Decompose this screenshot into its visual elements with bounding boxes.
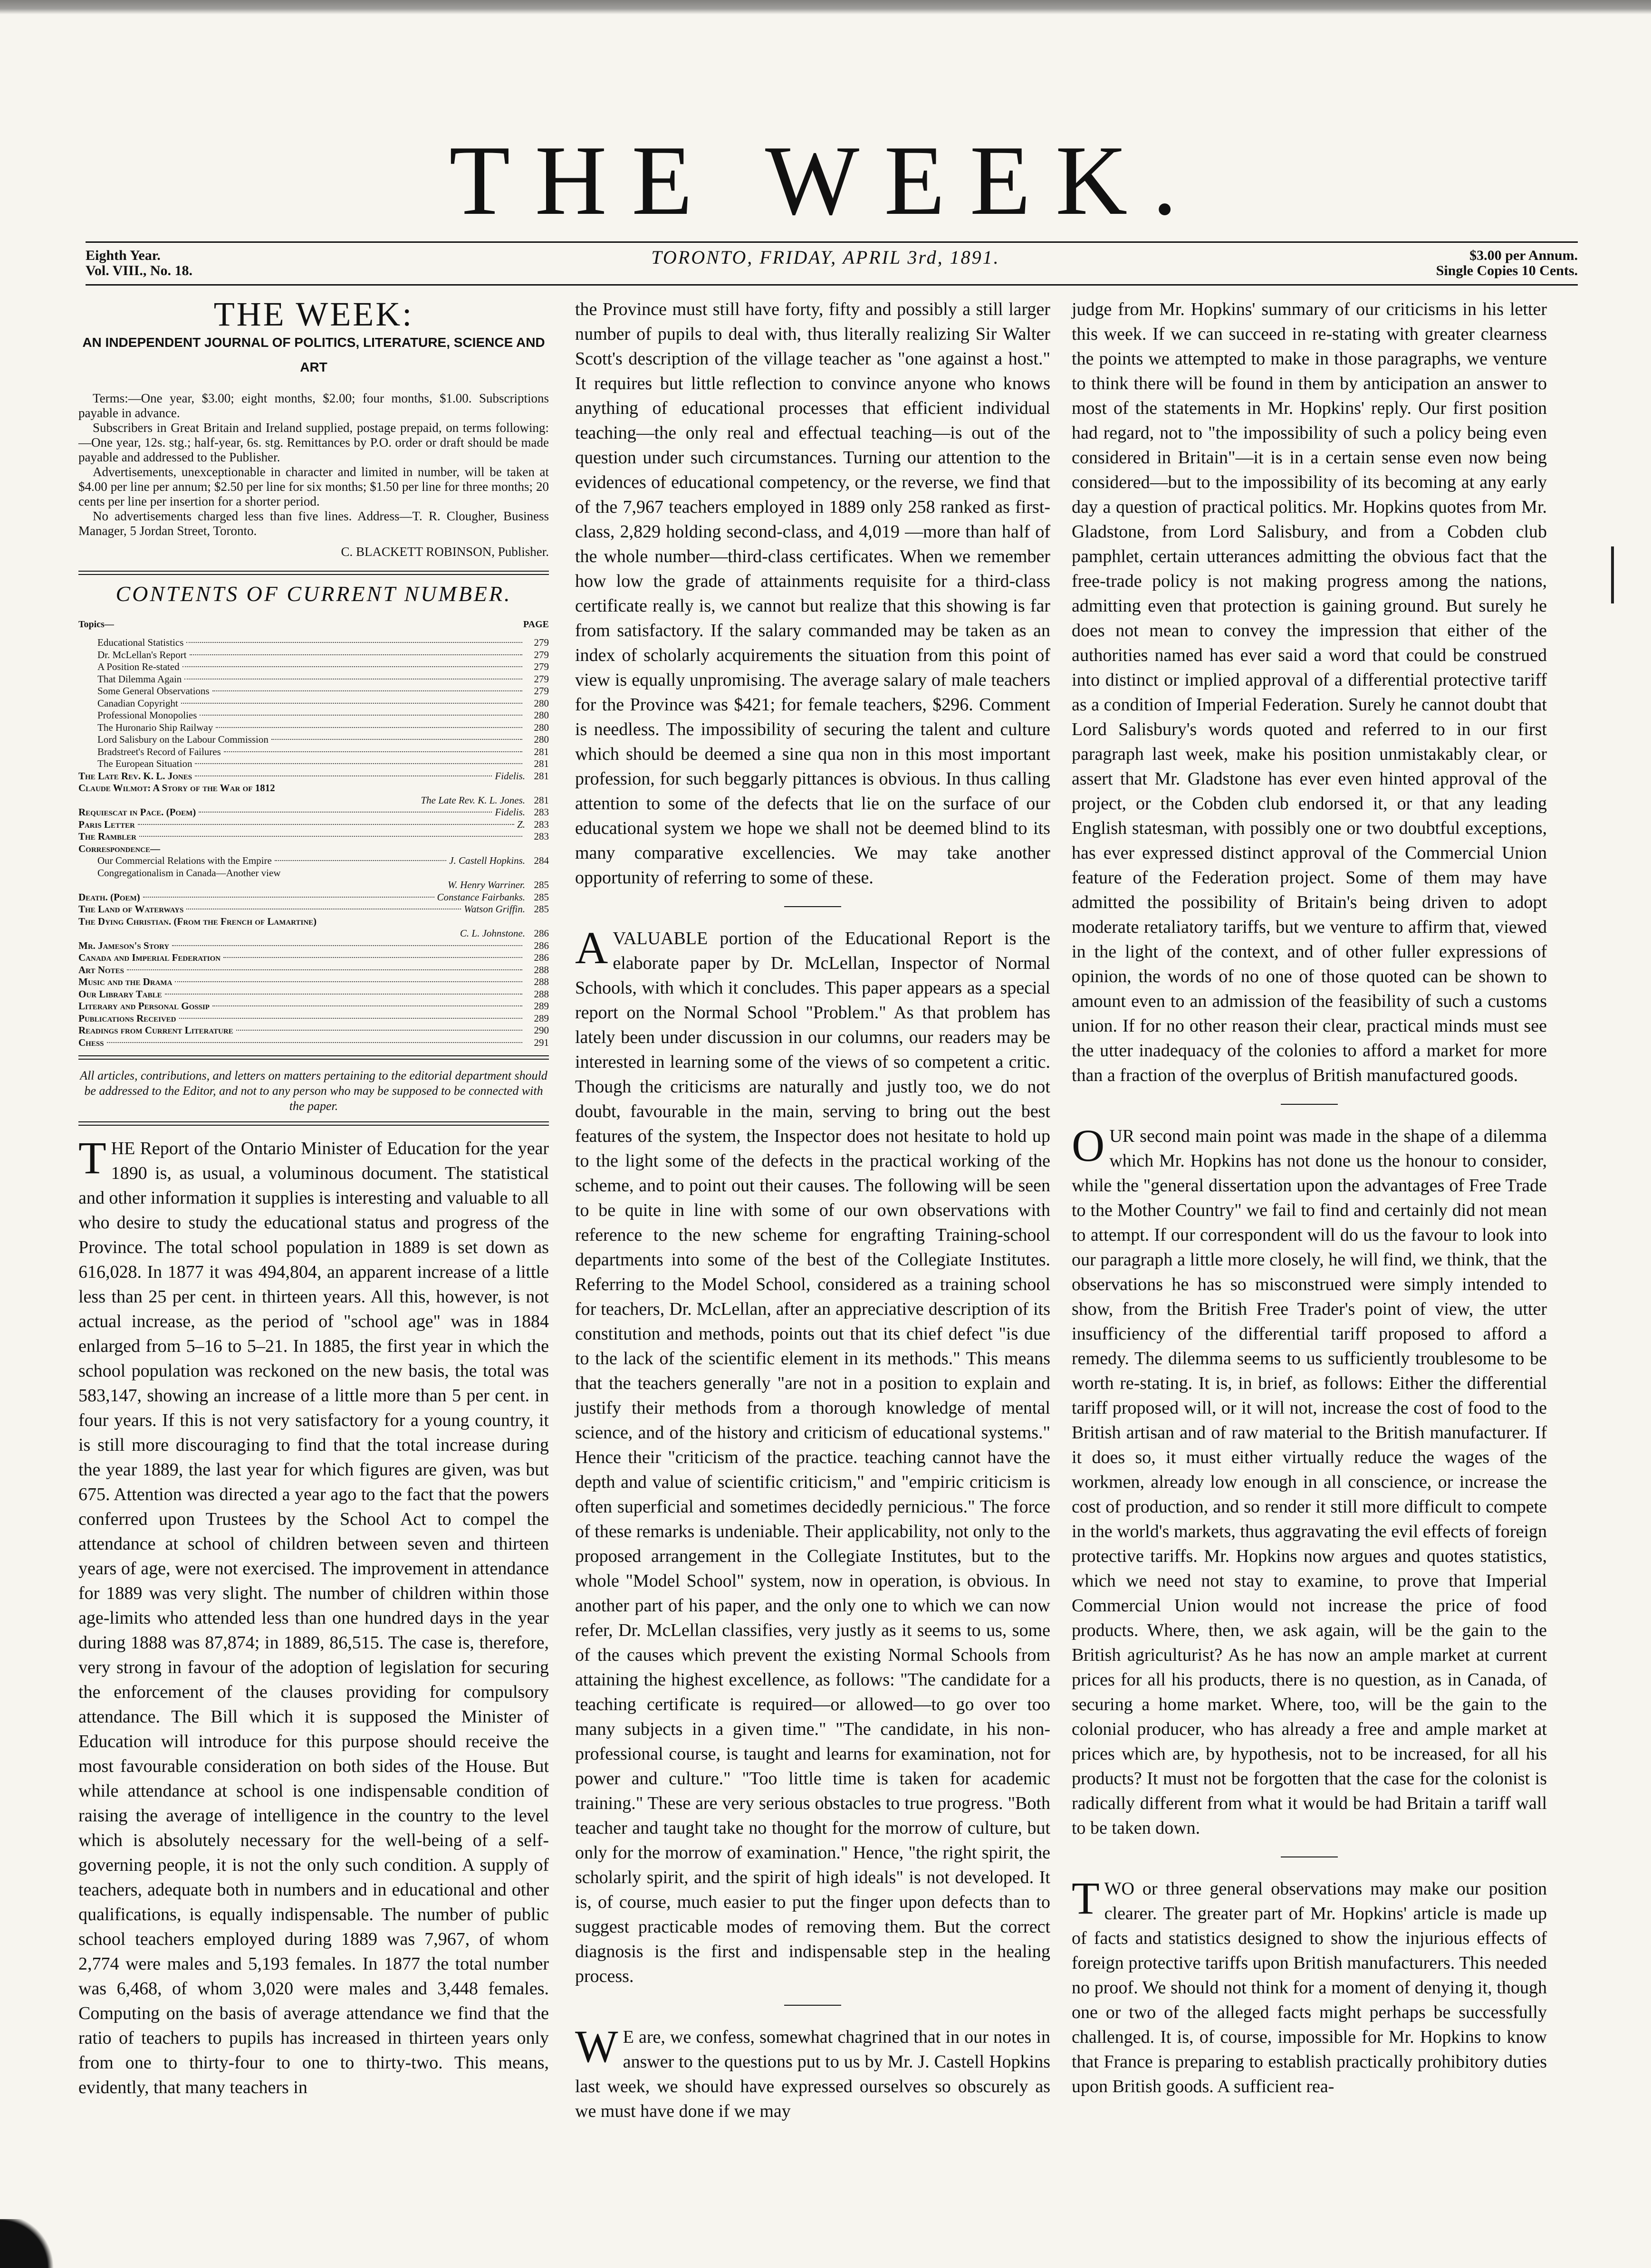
contents-entry-label: Educational Statistics: [97, 637, 184, 648]
contents-entry-author: J. Castell Hopkins.: [449, 855, 525, 866]
contents-entry-label: Art Notes: [78, 964, 124, 976]
lead-word: E: [623, 2027, 634, 2047]
leader-dots: [172, 945, 522, 946]
contents-entry-page: 285: [534, 891, 549, 903]
contents-entry-label: The Dying Christian. (From the French of Lamartine): [78, 915, 317, 927]
leader-dots: [138, 824, 514, 825]
terms-paragraph: Terms:—One year, $3.00; eight months, $2.00; four months, $1.00. Subscriptions payable in advance.: [78, 391, 549, 420]
article-body: second main point was made in the shape of a dilemma which Mr. Hopkins has not done us the honour to consider, while the "general dissertation upon the advantages of Free Trade to the Mother Country" we fail to find and certainly did not mean to attempt. If our correspondent will do us the favour to look into our paragraph a little more closely, he will find, we think, that the observations he has so misconstrued were simply intended to show, from the British Free Trader's point of view, the utter insufficiency of the differential tariff proposed to afford a remedy. The dilemma seems to us sufficiently troublesome to be worth re-stating. It is, in brief, as follows: Either the differential tariff proposed will, or it will not, increase the cost of food to the British artisan and of raw material to the British manufacturer. If it does so, it must either virtually reduce the wages of the workmen, already low enough in all conscience, or increase the cost of production, and so render it still more difficult to compete in the world's markets, thus aggravating the evil effects of foreign protective tariffs. Mr. Hopkins now argues and quotes statistics, which we need not stay to examine, to prove that Imperial Commercial Union would not increase the price of food products. Where, then, we ask again, will be the gain to the British agriculturist? As he has now an ample market at current prices for all his products, there is no question, as in Canada, of securing a home market. Where, too, will be the gain to the colonial producer, who has already a free and ample market at prices which are, by hypothesis, not to be increased, for all his products? It must not be forgotten that the case for the colonist is radically different from what it would be had Britain a tariff wall to be taken down.: [1072, 1126, 1547, 1838]
price-info: [1340, 248, 1578, 278]
contents-entry: [78, 988, 549, 1001]
header-rule-bottom: [86, 284, 1578, 286]
leader-dots: [190, 654, 523, 655]
volume-line: Vol. VIII., No. 18.: [86, 262, 193, 278]
drop-cap: T: [1072, 1873, 1100, 1923]
contents-entry: [78, 637, 549, 649]
contents-entry-page: 286: [534, 928, 549, 939]
contents-entry: [78, 673, 549, 686]
contents-entry: [78, 879, 549, 891]
article-body: are, we confess, somewhat chagrined that in our notes in answer to the questions put to us by Mr. J. Castell Hopkins last week, we should have expressed ourselves so obscurely as we must have done if we may: [575, 2027, 1051, 2121]
contents-entry-page: 288: [534, 964, 549, 976]
contents-title: CONTENTS OF CURRENT NUMBER.: [115, 582, 512, 606]
leader-dots: [143, 897, 434, 898]
contents-entry: [78, 661, 549, 673]
contents-entry-author: W. Henry Warriner.: [448, 879, 525, 890]
contents-entry-page: 280: [534, 709, 549, 721]
contents-entry-page: 285: [534, 903, 549, 915]
contents-entry: [78, 770, 549, 783]
contents-entry: [78, 734, 549, 746]
contents-entry-label: A Position Re-stated: [97, 661, 180, 672]
contents-entry: [78, 746, 549, 758]
contents-entry-label: Literary and Personal Gossip: [78, 1000, 210, 1012]
page-top-edge: [0, 0, 1651, 14]
contents-entry: [78, 976, 549, 988]
contents-entry: [78, 819, 549, 831]
article-body: Report of the Ontario Minister of Education for the year 1890 is, as usual, a voluminous document. The statistical and other information it supplies is interesting and valuable to all who desire to study the educational status and progress of the Province. The total school population in 1889 is set down as 616,028. In 1877 it was 494,804, an apparent increase of a little less than 25 per cent. in thirteen years. All this, however, is not actual increase, as the period of "school age" was in 1884 enlarged from 5–16 to 5–21. In 1885, the first year in which the school population was reckoned on the new basis, the total was 583,147, showing an increase of a little more than 5 per cent. in four years. If this is not very satisfactory for a young country, it is still more discouraging to find that the total increase during the year 1889, the last year for which figures are given, was but 675. Attention was directed a year ago to the fact that the powers conferred upon Trustees by the School Act to compel the attendance at school of children between seven and thirteen years of age, were not exercised. The improvement in attendance for 1889 was very slight. The number of children within those age-limits who attended less than one hundred days in the year during 1888 was 87,874; in 1889, 86,515. The case is, therefore, very strong in favour of the adoption of legislation for securing the enforcement of the clauses providing for compulsory attendance. The Bill which it is supposed the Minister of Education will introduce for this purpose should receive the most favourable consideration on both sides of the House. But while attendance at school is one indispensable condition of raising the average of intelligence in the country to the level which is absolutely necessary for the well-being of a self-governing people, it is not the only such condition. A supply of teachers, adequate both in numbers and in educational and other qualifications, is equally indispensable. The number of public school teachers employed during 1889 was 7,967, of whom 2,774 were males and 5,193 females. In 1877 the total number was 6,468, of whom 3,020 were males and 3,448 females. Computing on the basis of average attendance we find that the ratio of teachers to pupils has increased in thirteen years only from one to thirty-four to one to thirty-two. This means, evidently, that many teachers in: [78, 1139, 549, 2097]
contents-entry-page: 279: [534, 649, 549, 660]
margin-mark: [1611, 546, 1614, 603]
separator: [1281, 1104, 1338, 1105]
lead-word: HE: [111, 1139, 135, 1158]
contents-entry-page: 286: [534, 939, 549, 951]
contents-entry-page: 279: [534, 637, 549, 648]
contents-entry-author: Z.: [517, 818, 525, 830]
contents-entry-label: Canadian Copyright: [97, 697, 178, 709]
leader-dots: [179, 1018, 522, 1019]
contents-entry: [78, 843, 549, 855]
leader-dots: [165, 994, 522, 995]
dateline: TORONTO, FRIDAY, APRIL 3rd, 1891.: [651, 247, 1000, 268]
contents-entry-page: 281: [534, 794, 549, 806]
contents-entry-author: Fidelis.: [495, 770, 525, 782]
leader-dots: [216, 727, 522, 728]
contents-entry: [78, 722, 549, 734]
leader-dots: [236, 1030, 522, 1031]
contents-entry-page: 283: [534, 831, 549, 842]
leader-dots: [212, 690, 522, 691]
contents-entry-page: 279: [534, 673, 549, 685]
article-general-observations: [1072, 1873, 1547, 2099]
leader-dots: [195, 775, 492, 776]
article-continuation: the Province must still have forty, fifty and possibly a still larger number of pupils to deal with, thus literally realizing Sir Walter Scott's description of the village teacher as "one against a host." It requires but little reflection to convince anyone who knows anything of educational processes that efficient individual teaching—the only real and effectual teaching—is out of the question under such circumstances. Turning our attention to the evidences of educational competency, or the reverse, we find that of the 7,967 teachers employed in 1889 only 258 ranked as first-class, 2,829 holding second-class, and 4,019 —more than half of the whole number—third-class certificates. When we remember how low the grade of attainments requisite for a third-class certificate really is, we cannot but realize that this showing is far from satisfactory. If the salary commanded may be taken as an index of scholarly acquirements the situation from this point of view is equally unpromising. The average salary of male teachers for the Province was $421; for female teachers, $296. Comment is needless. The impossibility of securing the talent and culture which should be deemed a sine qua non in this most important profession, for such beggarly pittances is obvious. In thus calling attention to some of the defects that lie on the surface of our educational system we hope we shall not be deemed blind to its many comparative excellencies. We may take another opportunity of referring to some of these.: [575, 299, 1050, 888]
contents-entry-author: Constance Fairbanks.: [437, 891, 525, 903]
leader-dots: [275, 860, 446, 861]
column-3: [1072, 297, 1547, 2099]
divider: [78, 571, 549, 575]
contents-entry-page: 284: [534, 855, 549, 866]
contents-entry-label: The Rambler: [78, 831, 136, 842]
subscription-terms: [78, 391, 549, 538]
journal-subtitle: AN INDEPENDENT JOURNAL OF POLITICS, LITERATURE, SCIENCE AND ART: [82, 335, 545, 374]
article-dilemma: [1072, 1120, 1547, 1840]
contents-entry-label: Mr. Jameson's Story: [78, 939, 170, 951]
contents-entry-page: 280: [534, 721, 549, 733]
contents-entry-label: Claude Wilmot: A Story of the War of 1812: [78, 782, 275, 794]
contents-entry-label: Death. (Poem): [78, 891, 140, 903]
contents-entry-page: 280: [534, 734, 549, 745]
article-body: portion of the Educational Report is the elaborate paper by Dr. McLellan, Inspector of Normal Schools, with which it concludes. This paper appears as a special report on the Normal School "Problem." As that problem has lately been under discussion in our columns, our readers may be interested in learning some of the views of so competent a critic. Though the criticisms are naturally and justly too, we do not doubt, favourable in the main, serving to bring out the best features of the system, the Inspector does not hesitate to hold up to the light some of the defects in the practical working of the scheme, and to point out their causes. The following will be seen to be quite in line with some of our own observations with reference to the new scheme for engrafting Training-school departments into some of the best of the Collegiate Institutes. Referring to the Model School, considered as a training school for teachers, Dr. McLellan, after an appreciative description of its constitution and methods, points out that its chief defect "is due to the lack of the scientific element in its methods." This means that the teachers generally "are not in a position to explain and justify their methods from a thorough knowledge of mental science, and of the history and criticism of educational systems." Hence their "criticism of the practice. teaching cannot have the depth and value of scientific criticism," and "empiric criticism is often superficial and sometimes decidedly pernicious." The force of these remarks is undeniable. Their applicability, not only to the proposed arrangement in the Collegiate Institutes, but to the whole "Model School" system, now in operation, is obvious. In another part of his paper, and the only one to which we can now refer, Dr. McLellan classifies, very justly as it seems to us, some of the causes which prevent the existing Normal Schools from attaining the highest excellence, as follows: "The candidate for a teaching certificate is required—or allowed—to go over too many subjects in a given time." "The candidate, in his non-professional course, is taught and learns for examination, not for power and culture." "Too little time is taken for academic training." These are very serious obstacles to true progress. "Both teacher and taught take no thought for the morrow of culture, but only for the morrow of examination." Hence, "the right spirit, the scholarly spirit, and the spirit of high ideals" is not developed. It is, of course, much easier to put the finger upon defects than to suggest practicable modes of removing them. But the correct diagnosis is the first and indispensable step in the healing process.: [575, 928, 1050, 1986]
contents-entry: [78, 806, 549, 819]
column-2: [575, 297, 1050, 2124]
contents-entry-label: Dr. McLellan's Report: [97, 649, 187, 660]
page-label: PAGE: [523, 619, 549, 630]
article-body: or three general observations may make our position clearer. The greater part of Mr. Hopkins' article is made up of facts and statistics designed to show the injurious effects of foreign protective tariffs upon British manufacturers. This needed no proof. We should not think for a moment of denying it, though one or two of the alleged facts might perhaps be successfully challenged. It is, of course, impossible for Mr. Hopkins to know that France is preparing to establish practically prohibitory duties upon British goods. A sufficient rea-: [1072, 1879, 1547, 2096]
contents-entry-page: 279: [534, 685, 549, 697]
contents-entry: [78, 794, 549, 807]
leader-dots: [186, 642, 522, 643]
contents-entry-page: 289: [534, 1000, 549, 1012]
contents-entry-page: 279: [534, 661, 549, 672]
lead-word: WO: [1104, 1879, 1134, 1899]
topics-label: Topics—: [78, 619, 114, 630]
contents-entry-label: That Dilemma Again: [97, 673, 182, 685]
contents-entry-label: Music and the Drama: [78, 976, 173, 987]
table-of-contents: [78, 637, 549, 1049]
leader-dots: [139, 836, 522, 837]
lead-word: VALUABLE: [613, 928, 708, 948]
drop-cap: T: [78, 1132, 106, 1183]
leader-dots: [195, 763, 522, 764]
contents-entry: [78, 855, 549, 867]
contents-entry: [78, 952, 549, 964]
separator: [784, 906, 841, 907]
contents-entry-label: Paris Letter: [78, 818, 135, 830]
contents-header: [78, 612, 549, 637]
contents-entry-label: The European Situation: [97, 758, 192, 769]
leader-dots: [223, 957, 522, 958]
article-education-report: [78, 1132, 549, 2100]
divider: [78, 1121, 549, 1126]
contents-entry-label: The Late Rev. K. L. Jones: [78, 770, 192, 782]
contents-entry: [78, 698, 549, 710]
contents-entry-label: Chess: [78, 1036, 104, 1048]
terms-paragraph: Advertisements, unexceptionable in character and limited in number, will be taken at $4.00 per line per annum; $2.50 per line for six months; $1.50 per line for three months; 20 cents per line per insertion for a shorter period.: [78, 465, 549, 508]
leader-dots: [224, 751, 522, 752]
separator: [784, 2005, 841, 2006]
year-line: Eighth Year.: [86, 248, 161, 263]
contents-entry: [78, 649, 549, 661]
leader-dots: [181, 703, 522, 704]
contents-entry: [78, 1024, 549, 1037]
divider: [78, 1055, 549, 1060]
article-mclellan-report: [575, 922, 1050, 1989]
ink-blot: [0, 2219, 71, 2268]
contents-entry-page: 291: [534, 1036, 549, 1048]
contents-entry: [78, 928, 549, 940]
leader-dots: [200, 715, 522, 716]
contents-entry: [78, 758, 549, 770]
contents-entry-page: 281: [534, 770, 549, 782]
contents-entry-page: 280: [534, 697, 549, 709]
article-continuation: judge from Mr. Hopkins' summary of our criticisms in his letter this week. If we can succeed in re-stating with greater clearness the points we attempted to make in those paragraphs, we venture to think there will be found in them by anticipation an answer to most of the statements in Mr. Hopkins' reply. Our first position had regard, not to "the impossibility of such a policy being even considered in Britain"—it is in a certain sense even now being considered—but to the impossibility of its becoming at any early day a question of practical politics. Mr. Hopkins quotes from Mr. Gladstone, from Lord Salisbury, and from a Cobden club pamphlet, certain utterances admitting the obvious fact that the free-trade policy is not making progress among the nations, admitting even that protection is gaining ground. But surely he does not mean to convey the impression that either of the authorities named has ever said a word that could be construed into distinct or implied approval of a differential protective tariff as a condition of Imperial Federation. Surely he cannot doubt that Lord Salisbury's words quoted and referred to in our first paragraph last week, make his position unmistakably clear, or assert that Mr. Gladstone has ever even hinted approval of the project, or the Cobden club endorsed it, or that any leading English statesman, with possibly one or two doubtful exceptions, has ever expressed distinct approval of the Commercial Union feature of the Federation project. Some of them may have admitted the possibility of Britain's being driven to adopt moderate retaliatory tariffs, but we venture to affirm that, viewed in the light of the context, and of other fuller expressions of opinion, the words of no one of those quoted can be shown to amount even to an admission of the feasibility of such a customs union. If for no other reason their clear, practical minds must see the utter inadequacy of the colonies to afford a market for more than a fraction of the overplus of British manufactured goods.: [1072, 299, 1547, 1085]
contents-entry-page: 288: [534, 976, 549, 987]
contents-entry: [78, 891, 549, 904]
contents-entry-page: 281: [534, 758, 549, 769]
contents-entry-label: Publications Received: [78, 1012, 176, 1024]
leader-dots: [127, 969, 522, 970]
contents-entry: [78, 1037, 549, 1049]
publisher-line: C. BLACKETT ROBINSON, Publisher.: [341, 545, 549, 559]
header-rule-top: [86, 241, 1578, 243]
contents-entry-page: 286: [534, 952, 549, 963]
contents-entry-label: Congregationalism in Canada—Another view: [97, 867, 281, 879]
contents-entry: [78, 1000, 549, 1013]
contents-entry: [78, 903, 549, 916]
contents-entry-label: Correspondence—: [78, 842, 161, 854]
contents-entry-page: 289: [534, 1012, 549, 1024]
contents-entry: [78, 831, 549, 843]
contents-entry-label: Our Library Table: [78, 988, 162, 1000]
column-1: [78, 297, 549, 2100]
lead-word: UR: [1109, 1126, 1135, 1146]
leader-dots: [212, 1005, 522, 1006]
contents-entry-author: The Late Rev. K. L. Jones.: [421, 794, 525, 806]
contents-entry-author: Watson Griffin.: [464, 903, 525, 915]
drop-cap: A: [575, 922, 608, 973]
contents-entry: [78, 867, 549, 880]
contents-entry: [78, 782, 549, 794]
contents-entry-label: The Land of Waterways: [78, 903, 184, 915]
terms-paragraph: No advertisements charged less than five lines. Address—T. R. Clougher, Business Manager, 5 Jordan Street, Toronto.: [78, 509, 549, 538]
contents-entry-label: Lord Salisbury on the Labour Commission: [97, 734, 269, 745]
contents-entry-page: 283: [534, 818, 549, 830]
contents-entry-author: C. L. Johnstone.: [460, 928, 525, 939]
contents-entry-label: Our Commercial Relations with the Empire: [97, 855, 272, 866]
contents-entry: [78, 709, 549, 722]
leader-dots: [199, 812, 492, 813]
terms-paragraph: Subscribers in Great Britain and Ireland supplied, postage prepaid, on terms following:—One year, 12s. stg.; half-year, 6s. stg. Remittances by P.O. order or draft should be made payable and addressed to the Publisher.: [78, 421, 549, 464]
leader-dots: [182, 666, 522, 667]
masthead-title: THE WEEK.: [449, 125, 1202, 236]
contents-entry-page: 288: [534, 988, 549, 1000]
contents-entry-page: 285: [534, 879, 549, 890]
contents-entry-label: Bradstreet's Record of Failures: [97, 746, 221, 757]
contents-entry: [78, 964, 549, 976]
drop-cap: W: [575, 2021, 618, 2072]
contents-entry-label: The Huronario Ship Railway: [97, 721, 213, 733]
contents-entry: [78, 685, 549, 698]
contents-entry: [78, 940, 549, 952]
contents-entry: [78, 1013, 549, 1025]
contents-entry-page: 290: [534, 1024, 549, 1036]
editorial-notice: All articles, contributions, and letters on matters pertaining to the editorial department should be addressed to the Editor, and not to any person who may be supposed to be connected with the paper.: [80, 1069, 547, 1113]
contents-entry-label: Canada and Imperial Federation: [78, 952, 221, 963]
contents-entry-label: Some General Observations: [97, 685, 210, 697]
article-hopkins-reply: [575, 2021, 1051, 2124]
leader-dots: [271, 739, 522, 740]
annual-price: $3.00 per Annum.: [1469, 248, 1578, 263]
contents-entry-page: 283: [534, 806, 549, 818]
single-copy-price: Single Copies 10 Cents.: [1436, 262, 1578, 278]
leader-dots: [175, 981, 522, 982]
contents-entry-page: 281: [534, 746, 549, 757]
leader-dots: [107, 1042, 522, 1043]
drop-cap: O: [1072, 1120, 1105, 1171]
contents-entry-label: Readings from Current Literature: [78, 1024, 233, 1036]
contents-entry: [78, 916, 549, 928]
journal-title: THE WEEK:: [213, 295, 414, 333]
contents-entry-author: Fidelis.: [495, 806, 525, 818]
contents-entry-label: Requiescat in Pace. (Poem): [78, 806, 196, 818]
contents-entry-label: Professional Monopolies: [97, 709, 197, 721]
